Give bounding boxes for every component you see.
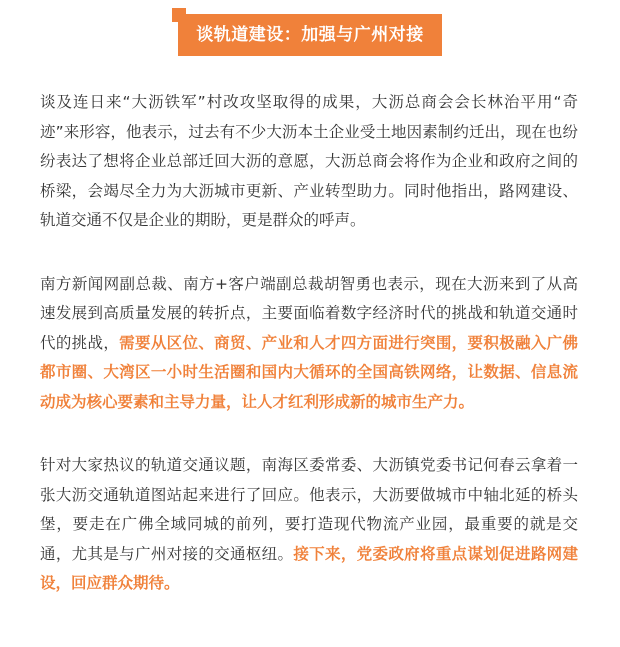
section-title-banner: [178, 14, 442, 56]
paragraph-3-highlight: 接下来，党委政府将重点谋划促进路网建设，回应群众期待。: [40, 544, 578, 592]
paragraph-3: [40, 451, 578, 599]
section-title: 谈轨道建设：加强与广州对接: [196, 25, 424, 45]
paragraph-1-text: 谈及连日来“大沥铁军”村改攻坚取得的成果，大沥总商会会长林治平用“奇迹”来形容，他表示，过去有不少大沥本土企业受土地因素制约迁出，现在也纷纷表达了想将企业总部迁回大沥的意愿，大沥总商会将作为企业和政府之间的桥梁，会竭尽全力为大沥城市更新、产业转型助力。同时他指出，路网建设、轨道交通不仅是企业的期盼，更是群众的呼声。: [40, 93, 578, 229]
article-body: [40, 88, 578, 633]
section-header: [0, 14, 620, 56]
paragraph-2-text: 南方新闻网副总裁、南方+客户端副总裁胡智勇也表示，现在大沥来到了从高速发展到高质量发展的转折点，主要面临着数字经济时代的挑战和轨道交通时代的挑战，: [40, 274, 578, 352]
paragraph-1: [40, 88, 578, 236]
banner-corner-decoration: [172, 8, 186, 22]
paragraph-3-text: 针对大家热议的轨道交通议题，南海区委常委、大沥镇党委书记何春云拿着一张大沥交通轨道图站起来进行了回应。他表示，大沥要做城市中轴北延的桥头堡，要走在广佛全域同城的前列，要打造现代物流产业园，最重要的就是交通，尤其是与广州对接的交通枢纽。: [40, 456, 578, 563]
paragraph-2: [40, 270, 578, 418]
paragraph-2-highlight: 需要从区位、商贸、产业和人才四方面进行突围，要积极融入广佛都市圈、大湾区一小时生活圈和国内大循环的全国高铁网络，让数据、信息流动成为核心要素和主导力量，让人才红利形成新的城市生产力。: [40, 333, 578, 411]
